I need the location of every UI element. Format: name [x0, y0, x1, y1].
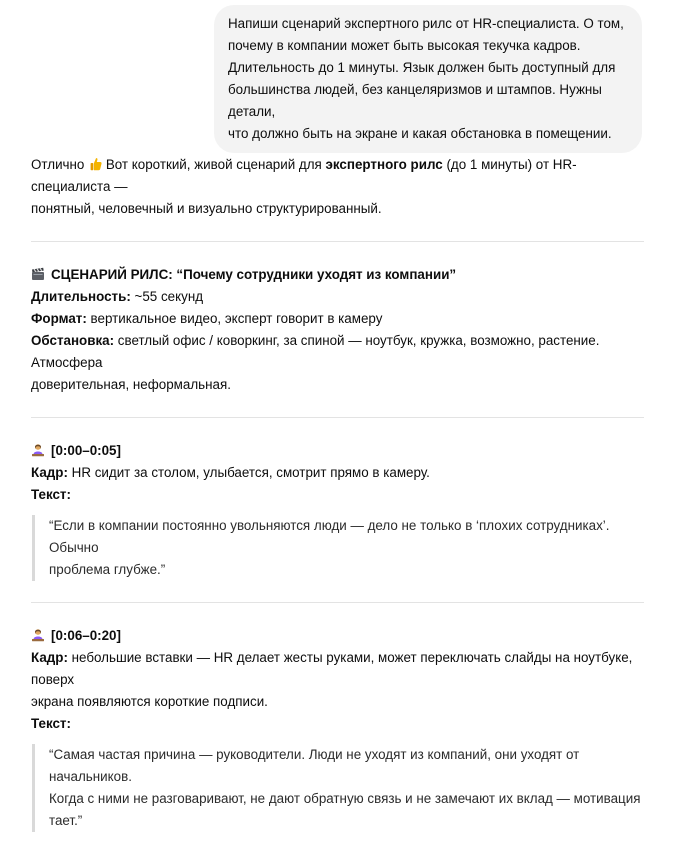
assistant-response	[31, 154, 644, 853]
duration-value: ~55 секунд	[130, 289, 204, 304]
quote-line: “Самая частая причина — руководители. Люди не уходят из компаний, они уходят от начальников.	[49, 747, 580, 784]
person-at-desk-icon	[31, 628, 45, 642]
user-message-line: большинства людей, без канцеляризмов и штампов. Нужны детали,	[228, 82, 602, 119]
script-header	[31, 242, 644, 417]
scene-frame-row	[31, 462, 644, 484]
format-value: вертикальное видео, эксперт говорит в камеру	[86, 311, 383, 326]
user-message-line: что должно быть на экране и какая обстановка в помещении.	[228, 126, 612, 141]
quote-line: “Если в компании постоянно увольняются люди — дело не только в ‘плохих сотрудниках’. Обычно	[49, 518, 610, 555]
quote-line: тает.”	[49, 813, 83, 828]
duration-label: Длительность:	[31, 289, 131, 304]
scene-quote	[32, 515, 644, 581]
quote-line: Когда с ними не разговаривают, не дают обратную связь и не замечают их вклад — мотивация	[49, 791, 641, 806]
scene-frame-row	[31, 647, 644, 691]
setting-value: светлый офис / коворкинг, за спиной — ноутбук, кружка, возможно, растение. Атмосфера	[31, 333, 600, 370]
scene-block	[31, 603, 644, 853]
intro-text: Отлично	[31, 157, 85, 172]
user-message-line: Длительность до 1 минуты. Язык должен быть доступный для	[228, 60, 616, 75]
text-label: Текст:	[31, 716, 71, 731]
setting-row	[31, 330, 644, 374]
response-intro	[31, 154, 644, 220]
scene-quote	[32, 744, 644, 832]
setting-value-line2: доверительная, неформальная.	[31, 377, 231, 392]
user-message-bubble	[214, 5, 642, 153]
script-title-text: СЦЕНАРИЙ РИЛС: “Почему сотрудники уходят из компании”	[51, 267, 457, 282]
intro-text: Вот короткий, живой сценарий для	[105, 157, 326, 172]
user-message-line: почему в компании может быть высокая текучка кадров.	[228, 38, 581, 53]
frame-value-line2: экрана появляются короткие подписи.	[31, 694, 268, 709]
scene-text-label-row	[31, 713, 644, 735]
person-at-desk-icon	[31, 443, 45, 457]
duration-row	[31, 286, 644, 308]
script-title	[31, 264, 644, 286]
clapper-board-icon	[31, 267, 45, 281]
quote-line: проблема глубже.”	[49, 562, 166, 577]
frame-value: HR сидит за столом, улыбается, смотрит прямо в камеру.	[67, 465, 430, 480]
setting-label: Обстановка:	[31, 333, 115, 348]
format-row	[31, 308, 644, 330]
scene-timecode-row	[31, 440, 644, 462]
scene-text-label-row	[31, 484, 644, 506]
text-label: Текст:	[31, 487, 71, 502]
scene-timecode-row	[31, 625, 644, 647]
thumbs-up-icon	[90, 157, 102, 171]
intro-text-line2: понятный, человечный и визуально структурированный.	[31, 201, 382, 216]
frame-label: Кадр:	[31, 465, 68, 480]
user-message-line: Напиши сценарий экспертного рилс от HR-специалиста. О том,	[228, 16, 624, 31]
scene-block	[31, 418, 644, 602]
scene-timecode: [0:00–0:05]	[51, 443, 121, 458]
intro-text: (до 1 минуты) от HR-специалиста —	[31, 157, 577, 194]
frame-label: Кадр:	[31, 650, 68, 665]
intro-bold-text: экспертного рилс	[325, 157, 443, 172]
format-label: Формат:	[31, 311, 87, 326]
scene-timecode: [0:06–0:20]	[51, 628, 121, 643]
frame-value: небольшие вставки — HR делает жесты руками, может переключать слайды на ноутбуке, поверх	[31, 650, 633, 687]
